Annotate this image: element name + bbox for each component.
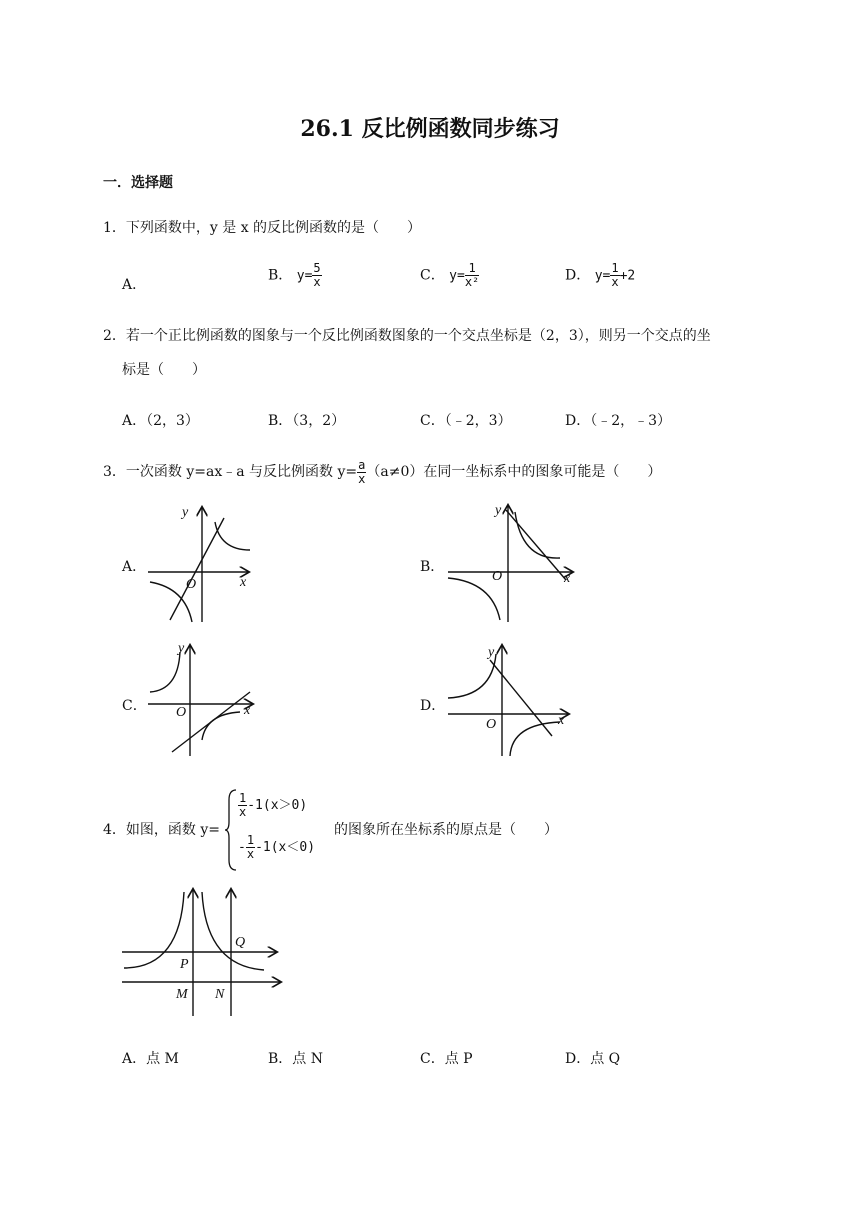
q4-case-2 [238,834,315,861]
hyperbola-branch [202,712,240,740]
q1-option-d [565,262,635,289]
q3-option-c-label: C． [122,698,147,714]
q3-graph-c [140,640,265,760]
q4-case-1 [238,792,307,819]
q4-case2-fraction [246,834,255,861]
hyperbola-branch [150,652,180,692]
q3-graph-a [140,500,260,625]
q4-case2-numerator: 1 [246,833,255,847]
linear-graph [170,518,224,620]
point-n-label: N [215,987,225,1002]
q4-graph [118,886,288,1018]
q3-stem-post: （a≠0）在同一坐标系中的图象可能是（ ） [366,464,662,480]
origin-label: O [176,705,187,720]
linear-graph [490,660,552,736]
q1-d-denominator: x [611,275,619,289]
q1-c-numerator: 1 [465,262,479,276]
axis-y-label: y [178,641,185,656]
q3-graph-b [440,500,580,625]
q1-d-suffix: +2 [619,268,636,284]
q1-d-numerator: 1 [611,261,619,275]
q1-option-d-label: D． [565,267,591,284]
point-m-label: M [176,987,188,1002]
q4-case2-text: -1(x＜0) [255,840,316,855]
linear-graph [506,510,566,580]
q4-case2-sign: - [238,840,246,855]
question-2-stem-line1: 2．若一个正比例函数的图象与一个反比例函数图象的一个交点坐标是（2，3），则另一个交点的坐 [103,328,711,344]
q3-fraction-denominator: x [358,471,366,486]
q1-c-fraction [465,262,479,289]
origin-label: O [486,717,497,732]
axis-x-label: x [244,703,251,718]
hyperbola-branch [515,512,560,558]
q4-brace [224,788,238,872]
axis-y-label: y [182,505,189,520]
q2-option-a: A．（2，3） [122,413,199,429]
q3-stem-pre: 3．一次函数 y=ax﹣a 与反比例函数 y= [103,464,358,480]
q1-c-denominator: x² [464,275,480,289]
q1-option-c-label: C． [420,267,445,284]
q3-option-b-label: B． [420,559,445,575]
hyperbola-branch [448,578,500,620]
q1-option-b-label: B． [268,267,293,284]
q4-case1-numerator: 1 [239,791,247,805]
question-3-stem [103,452,661,492]
q2-option-b: B．（3，2） [268,413,346,429]
q4-option-a: A．点 M [122,1051,179,1067]
linear-graph [172,692,250,752]
q3-graph-d [440,640,580,760]
point-p-label: P [180,957,189,972]
question-2-stem-line2: 标是（ ） [122,362,206,378]
q4-case1-text: -1(x＞0) [247,798,308,813]
q1-b-denominator: x [313,275,321,289]
q1-c-prefix: y= [449,268,465,284]
hyperbola-branch [510,722,560,756]
axis-x-label: x [558,713,565,728]
q4-case2-denominator: x [246,847,255,861]
page-title: 26.1 反比例函数同步练习 [300,116,560,142]
q2-option-d: D．（﹣2，﹣3） [565,413,672,429]
q1-option-c [420,262,479,289]
q4-option-d: D．点 Q [565,1051,621,1067]
hyperbola-branch [448,654,496,698]
q1-b-prefix: y= [296,268,313,284]
origin-label: O [186,577,197,592]
curve-left-branch [124,892,184,968]
q1-option-b [268,262,322,289]
q4-option-b: B．点 N [268,1051,323,1067]
point-q-label: Q [235,935,246,950]
q3-option-d-label: D． [420,698,446,714]
axis-y-label: y [495,503,502,518]
q4-option-c: C．点 P [420,1051,473,1067]
q1-option-a: A． [122,277,147,293]
q4-case1-denominator: x [239,805,247,819]
q1-d-fraction [610,262,619,289]
section-heading: 一．选择题 [103,175,173,191]
q1-d-prefix: y= [594,268,611,284]
q3-option-a-label: A． [122,559,147,575]
q4-case1-fraction [238,792,247,819]
question-4-stem-pre: 4．如图，函数 y= [103,822,220,838]
q1-b-numerator: 5 [313,261,321,275]
question-4-stem-post: 的图象所在坐标系的原点是（ ） [334,822,558,838]
q3-fraction [357,459,366,486]
q3-fraction-numerator: a [358,457,366,472]
axis-y-label: y [488,645,495,660]
question-1-stem: 1．下列函数中，y 是 x 的反比例函数的是（ ） [103,220,422,236]
q1-b-fraction [312,262,321,289]
axis-x-label: x [564,571,571,586]
axis-x-label: x [240,575,247,590]
q2-option-c: C．（﹣2，3） [420,413,512,429]
curve-right-branch [202,892,264,970]
origin-label: O [492,569,503,584]
